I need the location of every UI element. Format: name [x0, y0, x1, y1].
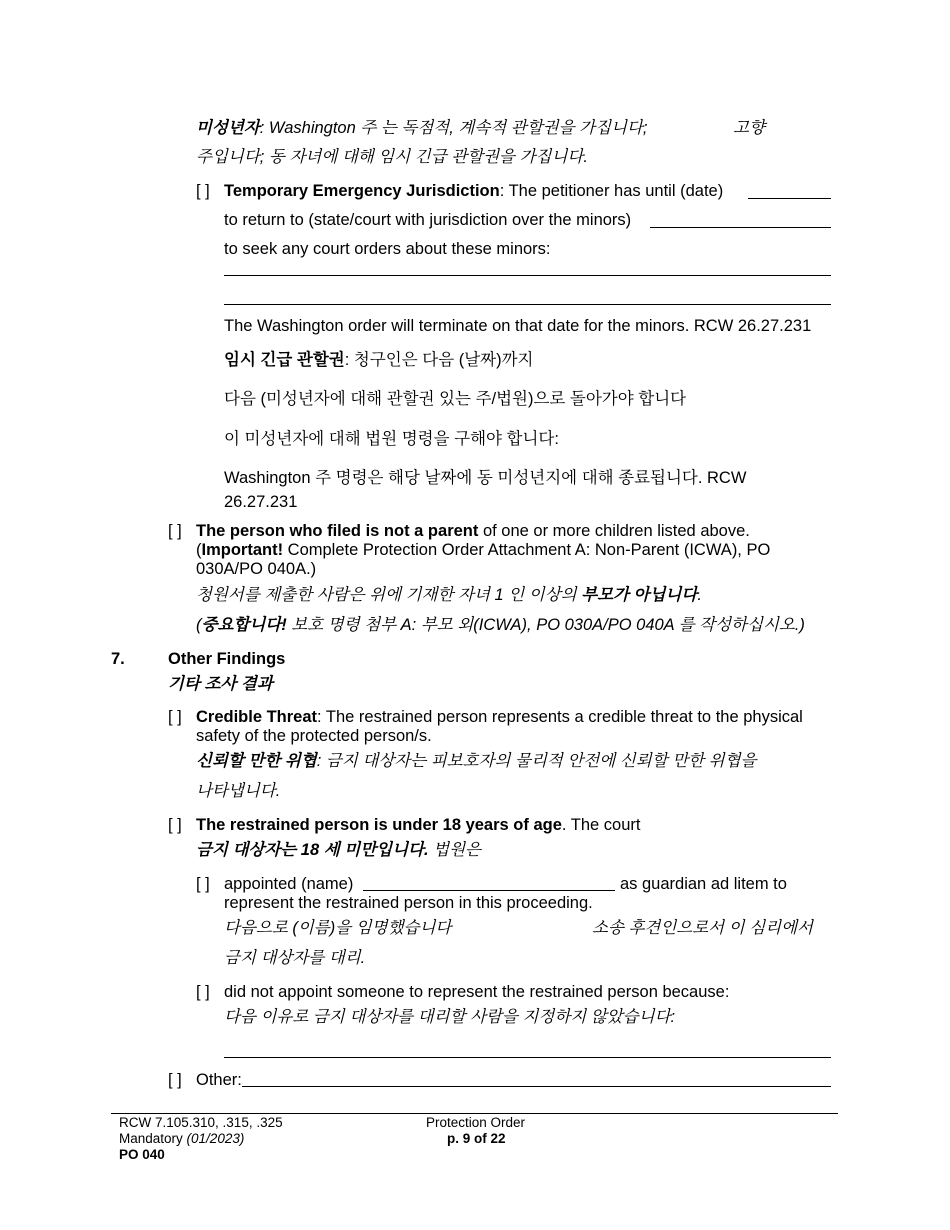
not-parent-line-2: [196, 540, 770, 560]
temp-emergency-label: Temporary Emergency Jurisdiction: [224, 182, 500, 200]
credible-threat-ko-line-1: [196, 751, 756, 771]
minor-ko-text: : Washington 주 는 독점적, 계속적 관할권을 가집니다;: [259, 119, 648, 137]
under-18-ko-bold: 금지 대상자는 18 세 미만입니다.: [196, 841, 429, 859]
section-7-number: 7.: [111, 650, 125, 668]
temp-emergency-line-2: to return to (state/court with jurisdiction over the minors): [224, 211, 632, 229]
under-18-ko: [196, 840, 481, 860]
guardian-name-field[interactable]: [363, 890, 615, 891]
footer-mandatory-date: (01/2023): [186, 1131, 245, 1146]
footer-mandatory: [119, 1131, 244, 1147]
not-parent-ko-line-2: [196, 615, 805, 635]
temp-emergency-line-3: to seek any court orders about these minors:: [224, 240, 551, 258]
appointed-checkbox[interactable]: [ ]: [196, 875, 210, 893]
section-7-title-ko: 기타 조사 결과: [168, 675, 273, 693]
not-parent-important: Important!: [201, 541, 284, 559]
appointed-ko-1b: 소송 후견인으로서 이 심리에서: [592, 919, 813, 937]
temp-emergency-terminate: The Washington order will terminate on that date for the minors. RCW 26.27.231: [224, 317, 812, 335]
section-7-title: Other Findings: [168, 650, 286, 668]
minor-ko-bold: 미성년자: [196, 119, 260, 137]
credible-threat-line-2: safety of the protected person/s.: [196, 727, 432, 745]
appointed-ko-2: 금지 대상자를 대리.: [224, 949, 366, 967]
not-parent-ko-text: 청원서를 제출한 사람은 위에 기재한 자녀 1 인 이상의: [196, 586, 582, 604]
appointed-ko-1a: 다음으로 (이름)을 임명했습니다: [224, 919, 452, 937]
footer-doc-title: Protection Order: [426, 1115, 526, 1130]
not-parent-checkbox[interactable]: [ ]: [168, 522, 182, 540]
temp-emergency-text-1: : The petitioner has until (date): [499, 182, 724, 200]
credible-threat-ko-line-2: 나타냅니다.: [196, 782, 281, 800]
temp-emergency-ko-terminate-2: 26.27.231: [224, 493, 298, 511]
not-parent-ko-line-1: [196, 585, 702, 605]
credible-threat-ko-label: 신뢰할 만한 위협: [196, 752, 317, 770]
not-parent-ko-paren: (: [196, 616, 202, 634]
footer-form-id: PO 040: [119, 1147, 165, 1162]
under-18-ko-rest: 법원은: [428, 841, 481, 859]
not-parent-ko-line-2-text: 보호 명령 첨부 A: 부모 외(ICWA), PO 030A/PO 040A 를 작성하십시오.): [286, 616, 805, 634]
other-label: Other:: [196, 1071, 242, 1089]
temp-emergency-ko-label: 임시 긴급 관할권: [224, 351, 345, 369]
not-appointed-checkbox[interactable]: [ ]: [196, 983, 210, 1001]
court-orders-field-1[interactable]: [224, 275, 831, 276]
appointed-line-1b: as guardian ad litem to: [620, 875, 787, 893]
footer-rcw: RCW 7.105.310, .315, .325: [119, 1115, 283, 1130]
not-parent-ko-bold: 부모가 아닙니다: [581, 586, 698, 604]
temp-emergency-checkbox[interactable]: [ ]: [196, 182, 210, 200]
under-18-rest: . The court: [561, 816, 641, 834]
temp-emergency-ko-line-3: 이 미성년자에 대해 법원 명령을 구해야 합니다:: [224, 430, 559, 448]
credible-threat-line-1: [196, 707, 803, 727]
credible-threat-text-1: : The restrained person represents a credible threat to the physical: [317, 708, 803, 726]
under-18-bold: The restrained person is under 18 years of age: [196, 816, 562, 834]
under-18-checkbox[interactable]: [ ]: [168, 816, 182, 834]
not-appointed-line-1: did not appoint someone to represent the restrained person because:: [224, 983, 730, 1001]
not-parent-ko-end: .: [697, 586, 702, 604]
footer-page-number: p. 9 of 22: [447, 1131, 506, 1146]
not-parent-ko-important: 중요합니다!: [201, 616, 287, 634]
not-parent-line-1: [196, 521, 750, 541]
not-parent-rest: of one or more children listed above.: [478, 522, 750, 540]
temp-emergency-ko-line-1: [224, 350, 533, 370]
temp-emergency-ko-line-2: 다음 (미성년자에 대해 관할권 있는 주/법원)으로 돌아가야 합니다: [224, 390, 687, 408]
reason-field[interactable]: [224, 1057, 831, 1058]
minor-ko-right: 고향: [733, 119, 765, 137]
minor-ko-line-2: 주입니다; 동 자녀에 대해 임시 긴급 관할권을 가집니다.: [196, 148, 588, 166]
other-checkbox[interactable]: [ ]: [168, 1071, 182, 1089]
not-parent-line-3: 030A/PO 040A.): [196, 560, 317, 578]
temp-emergency-line-1: [224, 181, 723, 201]
credible-threat-checkbox[interactable]: [ ]: [168, 708, 182, 726]
date-field[interactable]: [748, 198, 831, 199]
footer-mandatory-text: Mandatory: [119, 1131, 187, 1146]
footer-divider: [111, 1113, 838, 1114]
state-court-field[interactable]: [650, 227, 831, 228]
not-parent-bold: The person who filed is not a parent: [196, 522, 479, 540]
appointed-line-2: represent the restrained person in this proceeding.: [224, 894, 593, 912]
not-parent-line-2-text: Complete Protection Order Attachment A: Non-Parent (ICWA), PO: [283, 541, 771, 559]
not-parent-paren: (: [196, 541, 202, 559]
credible-threat-ko-text: : 금지 대상자는 피보호자의 물리적 안전에 신뢰할 만한 위협을: [316, 752, 757, 770]
appointed-line-1a: appointed (name): [224, 875, 354, 893]
minor-ko-line-1: [196, 118, 647, 138]
under-18-line-1: [196, 815, 640, 835]
credible-threat-label: Credible Threat: [196, 708, 318, 726]
other-field[interactable]: [242, 1086, 831, 1087]
not-appointed-ko: 다음 이유로 금지 대상자를 대리할 사람을 지정하지 않았습니다:: [224, 1008, 676, 1026]
temp-emergency-ko-terminate-1: Washington 주 명령은 해당 날짜에 동 미성년지에 대해 종료됩니다. RCW: [224, 469, 747, 487]
temp-emergency-ko-text-1: : 청구인은 다음 (날짜)까지: [344, 351, 534, 369]
court-orders-field-2[interactable]: [224, 304, 831, 305]
